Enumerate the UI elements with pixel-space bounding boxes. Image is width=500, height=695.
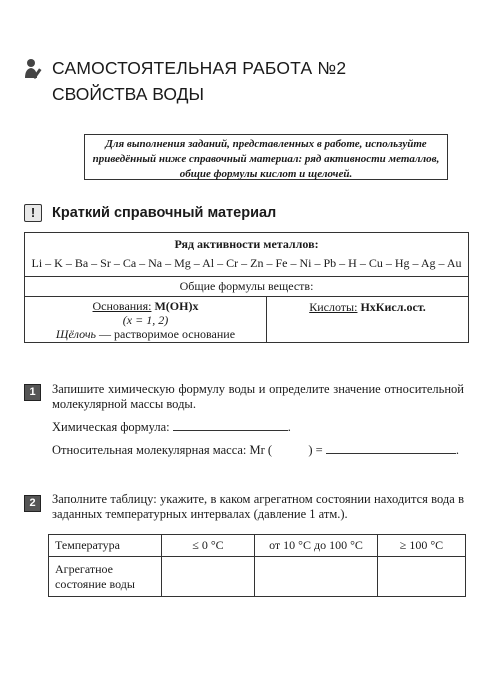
bases-cell xyxy=(25,296,267,342)
reference-table xyxy=(24,232,469,343)
header-above-100: ≥ 100 °C xyxy=(378,535,466,557)
task-1-text: Запишите химическую формулу воды и определите значение относительной молекулярной массы воды. xyxy=(52,382,464,411)
mass-label: Относительная молекулярная масса: Mr ( xyxy=(52,443,273,457)
activity-series-row xyxy=(25,233,468,277)
activity-series: Li – K – Ba – Sr – Ca – Na – Mg – Al – Cr – Zn – Fe – Ni – Pb – H – Cu – Hg – Ag – Au xyxy=(31,256,462,270)
header-below-0: ≤ 0 °C xyxy=(162,535,255,557)
reference-title: Краткий справочный материал xyxy=(52,205,277,221)
exclamation-icon: ! xyxy=(24,204,42,222)
alkali-term: Щёлочь xyxy=(55,327,97,341)
answer-cell-10-100[interactable] xyxy=(255,557,378,597)
work-title: САМОСТОЯТЕЛЬНАЯ РАБОТА №2 xyxy=(52,58,347,78)
task-1-number: 1 xyxy=(24,384,41,401)
alkali-def: — растворимое основание xyxy=(99,327,236,341)
task-1-mass-line: Относительная молекулярная масса: Mr ( ) = . xyxy=(52,443,459,457)
mass-answer-field[interactable] xyxy=(326,453,456,454)
student-writing-icon xyxy=(24,58,46,80)
answer-cell-below-0[interactable] xyxy=(162,557,255,597)
formula-answer-field[interactable] xyxy=(173,430,288,431)
acids-formula: HxКисл.ост. xyxy=(360,300,426,314)
task-2-text: Заполните таблицу: укажите, в каком агрегатном состоянии находится вода в заданных температурных интервалах (давление 1 атм.). xyxy=(52,492,464,521)
bases-x: (x = 1, 2) xyxy=(122,313,169,327)
activity-series-title: Ряд активности металлов: xyxy=(174,237,319,251)
bases-formula: M(OH)x xyxy=(154,299,199,313)
task-2-table xyxy=(48,534,466,597)
answer-cell-above-100[interactable] xyxy=(378,557,466,597)
task-1-formula-line: Химическая формула: . xyxy=(52,420,291,434)
instructions-text: Для выполнения заданий, представленных в работе, используйте приведённый ниже справочный материал: ряд активности металлов, общие формулы кислот и щелочей. xyxy=(92,138,440,180)
header-temperature: Температура xyxy=(49,535,162,557)
acids-label: Кислоты: xyxy=(309,300,358,314)
header-10-100: от 10 °C до 100 °C xyxy=(255,535,378,557)
formula-label: Химическая формула: xyxy=(52,420,170,434)
task-2-number: 2 xyxy=(24,495,41,512)
mass-mid: ) = xyxy=(308,443,323,457)
row-label-state: Агрегатное состояние воды xyxy=(49,557,162,597)
bases-label: Основания: xyxy=(92,299,152,313)
formulas-title: Общие формулы веществ: xyxy=(25,276,468,297)
acids-cell xyxy=(267,296,468,342)
work-subtitle: СВОЙСТВА ВОДЫ xyxy=(52,84,204,104)
instructions-box xyxy=(84,134,448,180)
